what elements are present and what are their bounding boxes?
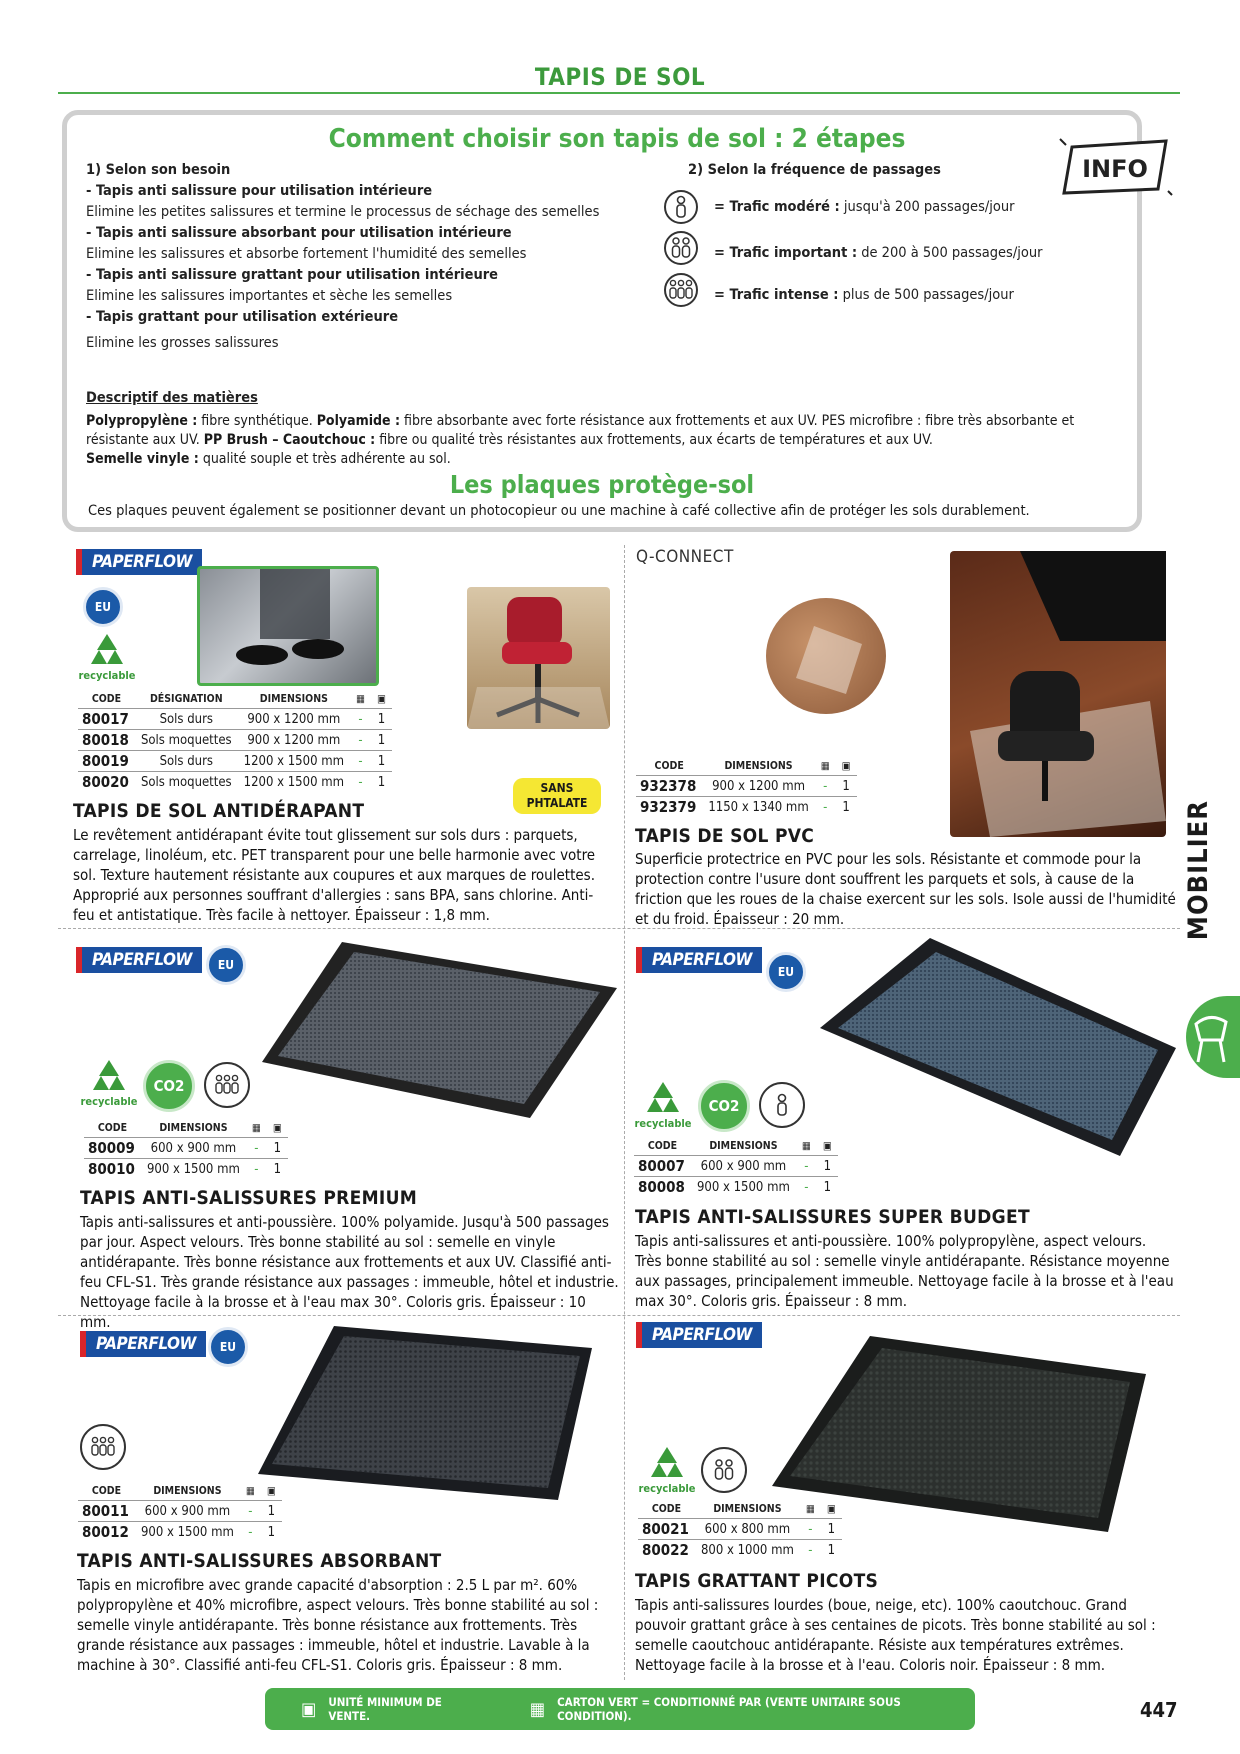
spec-table-absorbant [78, 1485, 282, 1542]
recyclable-icon [76, 632, 138, 682]
page-title: TAPIS DE SOL [534, 63, 706, 91]
column-divider [624, 545, 625, 1680]
traffic-intense-text: plus de 500 passages/jour [838, 287, 1014, 303]
footer-carton-text: CARTON VERT = CONDITIONNÉ PAR (VENTE UNITAIRE SOUS CONDITION). [557, 1695, 901, 1723]
plates-text: Ces plaques peuvent également se positionner devant un photocopieur ou une machine à café collective afin de protéger les sols durablement. [88, 503, 1030, 519]
person-1-icon [759, 1082, 805, 1128]
info-title: Comment choisir son tapis de sol : 2 étapes [328, 124, 906, 154]
box-icon: ▣ [826, 1503, 836, 1515]
col-dimensions: DIMENSIONS [153, 1485, 222, 1497]
persons-3-icon [664, 273, 698, 307]
table-row: 80008 900 x 1500 mm - 1 [634, 1177, 838, 1198]
traffic-intense [714, 285, 1014, 306]
need-3-text: Elimine les salissures importantes et sèche les semelles [86, 288, 453, 304]
mat-vinyl-label: Semelle vinyle : [86, 451, 199, 467]
table-row: 80017 Sols durs 900 x 1200 mm - 1 [78, 709, 392, 730]
traffic-moderate-label: = Trafic modéré : [714, 199, 840, 215]
table-row: 80009 600 x 900 mm - 1 [84, 1138, 288, 1159]
table-row: 80021 600 x 800 mm - 1 [638, 1519, 842, 1540]
spec-table-budget [634, 1140, 838, 1197]
box-icon: ▣ [266, 1485, 276, 1497]
product-photo-floor-mat [197, 566, 379, 686]
co2-neutral-icon: CO2 [143, 1060, 195, 1112]
green-carton-icon: ▦ [805, 1503, 815, 1515]
paperflow-logo: PAPERFLOW [80, 1331, 206, 1357]
section-tab-mobilier[interactable]: MOBILIER [1183, 800, 1214, 941]
traffic-important-label: = Trafic important : [714, 245, 858, 261]
paperflow-logo: PAPERFLOW [636, 947, 762, 973]
green-carton-icon: ▦ [801, 1140, 811, 1152]
need-4-title: - Tapis grattant pour utilisation extérieure [86, 309, 399, 325]
product-description: Tapis anti-salissures et anti-poussière. 100% polypropylène, aspect velours. Très bonne stabilité au sol : semelle vinyle antidérapante. Résistance moyenne aux passages, principalement immeuble. Nettoyage facile à la brosse et à l'eau max 30°. Coloris gris. Épaisseur : 8 mm. [635, 1232, 1174, 1310]
need-1-text: Elimine les petites salissures et termine le processus de séchage des semelles [86, 204, 600, 220]
table-row: 80020 Sols moquettes 1200 x 1500 mm - 1 [78, 772, 392, 793]
table-row: 80011 600 x 900 mm - 1 [78, 1501, 282, 1522]
paperflow-logo: PAPERFLOW [636, 1322, 762, 1348]
need-2-text: Elimine les salissures et absorbe fortement l'humidité des semelles [86, 246, 527, 262]
product-photo-pvc-disc [766, 598, 886, 714]
mat-pp-brush-label: PP Brush – Caoutchouc : [203, 432, 376, 448]
product-photo-budget-mat [820, 938, 1180, 1158]
need-2-title: - Tapis anti salissure absorbant pour utilisation intérieure [86, 225, 512, 241]
mat-pa-label: Polyamide : [316, 413, 401, 429]
paperflow-logo: PAPERFLOW [76, 947, 202, 973]
product-title: TAPIS ANTI-SALISSURES ABSORBANT [77, 1550, 442, 1572]
col-code: CODE [651, 1503, 682, 1515]
co2-neutral-icon: CO2 [698, 1080, 750, 1132]
spec-table-premium [84, 1122, 288, 1179]
col-code: CODE [97, 1122, 128, 1134]
eu-icon: EU [83, 587, 123, 627]
recyclable-label: recyclable [638, 1482, 696, 1495]
footer-unit-text: UNITÉ MINIMUM DE VENTE. [328, 1695, 442, 1723]
col-dimensions: DIMENSIONS [724, 760, 793, 772]
plates-title: Les plaques protège-sol [449, 470, 755, 499]
green-carton-icon: ▦ [820, 760, 830, 772]
col-code: CODE [91, 1485, 122, 1497]
mat-vinyl-text: qualité souple et très adhérente au sol. [198, 451, 451, 467]
recyclable-icon [632, 1080, 694, 1130]
traffic-important-text: de 200 à 500 passages/jour [857, 245, 1043, 261]
info-badge-label: INFO [1082, 155, 1148, 183]
mat-pa-text: fibre absorbante avec forte résistance aux frottements et aux UV. PES microfibre : fibre très absorbante et résistante aux UV. [86, 413, 1075, 448]
materials-text [86, 412, 1126, 469]
col-code: CODE [647, 1140, 678, 1152]
col-dimensions: DIMENSIONS [159, 1122, 228, 1134]
mat-pp-text: fibre synthétique. [197, 413, 317, 429]
persons-2-icon [701, 1447, 747, 1493]
product-description: Superficie protectrice en PVC pour les sols. Résistante et commode pour la protection contre l'usure dont souffrent les parquets et sols, à cause de la friction que les roues de la chaise exercent sur les sols. Isole aussi de l'humidité et du froid. Épaisseur : 20 mm. [635, 850, 1176, 928]
product-photo-premium-mat [262, 940, 617, 1120]
product-title: TAPIS ANTI-SALISSURES SUPER BUDGET [635, 1206, 1030, 1228]
info-badge-icon [1058, 137, 1174, 197]
product-photo-office [950, 551, 1166, 837]
persons-3-icon [80, 1424, 126, 1470]
header-divider [58, 92, 1180, 94]
persons-2-icon [664, 231, 698, 265]
table-row: 80022 800 x 1000 mm - 1 [638, 1540, 842, 1561]
product-title: TAPIS DE SOL PVC [635, 825, 815, 847]
col-dimensions: DIMENSIONS [259, 693, 328, 705]
green-carton-icon: ▦ [251, 1122, 261, 1134]
product-description: Le revêtement antidérapant évite tout glissement sur sols durs : parquets, carrelage, linoléum, etc. PET transparent pour une belle harmonie avec votre sol. Texture hautement résistante aux coupures et aux marques de roulettes. Approprié aux personnes souffrant d'allergies : sans BPA, sans chlorine. Anti-feu et antistatique. Très facile à nettoyer. Épaisseur : 1,8 mm. [73, 826, 596, 924]
box-icon: ▣ [376, 693, 386, 705]
page-number: 447 [1140, 1698, 1178, 1722]
need-4-text: Elimine les grosses salissures [86, 335, 279, 351]
spec-table-antiderapant [78, 693, 392, 792]
needs-list [86, 160, 646, 354]
product-description: Tapis anti-salissures et anti-poussière. 100% polyamide. Jusqu'à 500 passages par jour. Aspect velours. Très bonne stabilité au sol : semelle en vinyle antidérapante. Très bonne résistance aux frottements et aux UV. Classifié anti-feu CFL-S1. Très grande résistance aux passages : immeuble, hôtel et industrie. Nettoyage facile à la brosse et à l'eau max 30°. Coloris gris. Épaisseur : 10 mm. [80, 1213, 619, 1331]
table-row: 932379 1150 x 1340 mm - 1 [636, 797, 857, 818]
need-1-title: - Tapis anti salissure pour utilisation intérieure [86, 183, 433, 199]
spec-table-picots [638, 1503, 842, 1560]
recyclable-icon [636, 1445, 698, 1495]
qconnect-logo: Q-CONNECT [636, 547, 734, 567]
traffic-moderate [714, 197, 1015, 218]
persons-3-icon [204, 1062, 250, 1108]
mat-pp-label: Polypropylène : [86, 413, 198, 429]
table-row: 80010 900 x 1500 mm - 1 [84, 1159, 288, 1180]
product-title: TAPIS DE SOL ANTIDÉRAPANT [73, 800, 365, 822]
spec-table-pvc [636, 760, 857, 817]
materials-title: Descriptif des matières [86, 390, 258, 406]
green-carton-icon: ▦ [245, 1485, 255, 1497]
table-row: 932378 900 x 1200 mm - 1 [636, 776, 857, 797]
traffic-moderate-text: jusqu'à 200 passages/jour [839, 199, 1015, 215]
sans-phtalate-badge: SANS PHTALATE [513, 778, 601, 814]
col-code: CODE [91, 693, 122, 705]
box-icon: ▣ [301, 1698, 317, 1720]
product-title: TAPIS ANTI-SALISSURES PREMIUM [80, 1187, 418, 1209]
green-carton-icon: ▦ [529, 1698, 546, 1720]
table-row: 80012 900 x 1500 mm - 1 [78, 1522, 282, 1543]
product-description: Tapis anti-salissures lourdes (boue, neige, etc). 100% caoutchouc. Grand pouvoir grattant grâce à ses centaines de picots. Très bonne stabilité au sol : semelle caoutchouc antidérapante. Résiste aux températures extrêmes. Nettoyage facile à la brosse et à l'eau. Coloris noir. Épaisseur : 8 mm. [635, 1596, 1156, 1674]
recyclable-label: recyclable [78, 669, 136, 682]
traffic-important [714, 243, 1042, 264]
product-title: TAPIS GRATTANT PICOTS [635, 1570, 879, 1592]
recyclable-label: recyclable [634, 1117, 692, 1130]
box-icon: ▣ [272, 1122, 282, 1134]
step1-title: 1) Selon son besoin [86, 162, 231, 178]
step2-title: 2) Selon la fréquence de passages [688, 162, 941, 178]
table-row: 80018 Sols moquettes 900 x 1200 mm - 1 [78, 730, 392, 751]
eu-icon: EU [766, 952, 806, 992]
product-description: Tapis en microfibre avec grande capacité d'absorption : 2.5 L par m². 60% polypropylène et 40% microfibre, aspect velours. Très bonne stabilité au sol : semelle vinyle antidérapante. Très bonne résistance aux frottements. Très grande résistance aux passages : immeuble, hôtel et industrie. Lavable à la machine à 30°. Classifié anti-feu CFL-S1. Coloris gris. Épaisseur : 8 mm. [77, 1576, 599, 1674]
chair-tab-icon [1186, 996, 1240, 1078]
eu-icon: EU [208, 1327, 248, 1367]
recyclable-label: recyclable [80, 1095, 138, 1108]
footer-legend [265, 1688, 975, 1730]
traffic-intense-label: = Trafic intense : [714, 287, 839, 303]
col-code: CODE [654, 760, 684, 772]
need-3-title: - Tapis anti salissure grattant pour utilisation intérieure [86, 267, 499, 283]
col-dimensions: DIMENSIONS [713, 1503, 782, 1515]
product-photo-absorbant-mat [258, 1324, 594, 1500]
green-carton-icon: ▦ [356, 693, 365, 705]
col-dimensions: DIMENSIONS [709, 1140, 778, 1152]
eu-icon: EU [206, 945, 246, 985]
box-icon: ▣ [841, 760, 851, 772]
product-photo-chair [467, 587, 610, 729]
table-row: 80007 600 x 900 mm - 1 [634, 1156, 838, 1177]
person-1-icon [664, 190, 698, 224]
paperflow-logo: PAPERFLOW [76, 549, 202, 575]
recyclable-icon [78, 1058, 140, 1108]
mat-pp-brush-text: fibre ou qualité très résistantes aux frottements, aux écarts de températures et aux UV. [375, 432, 933, 448]
table-row: 80019 Sols durs 1200 x 1500 mm - 1 [78, 751, 392, 772]
box-icon: ▣ [822, 1140, 832, 1152]
col-designation: DÉSIGNATION [149, 693, 223, 705]
